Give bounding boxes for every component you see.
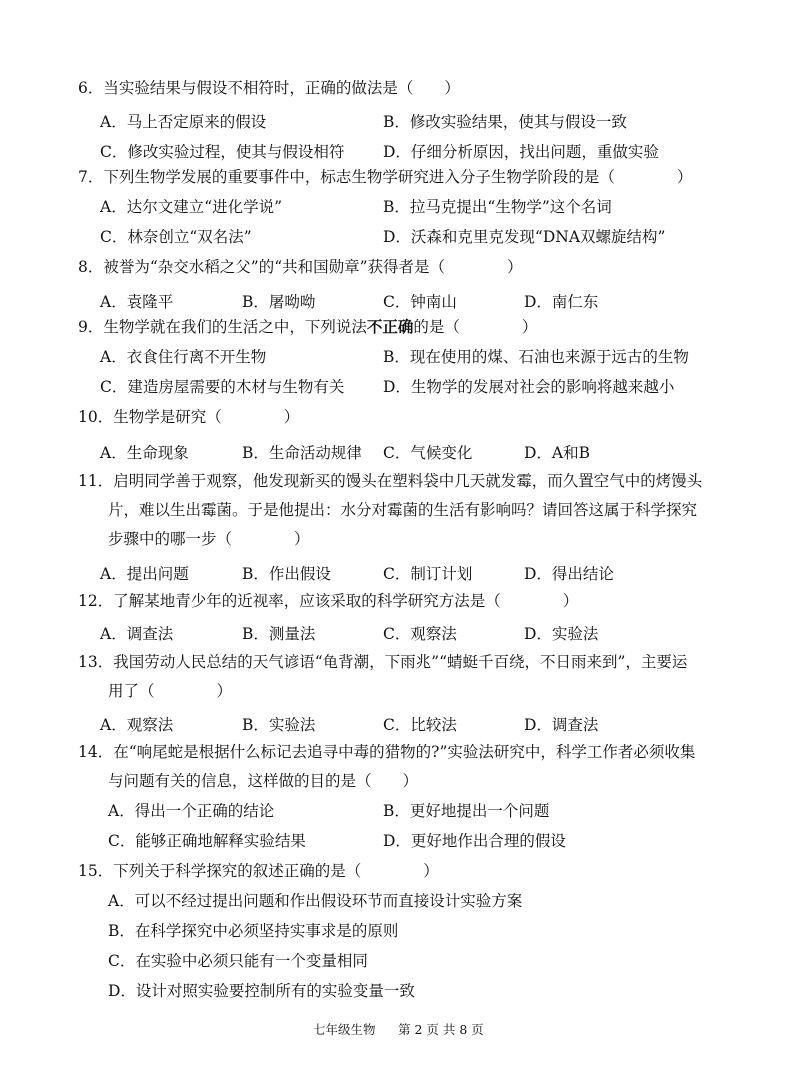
option-d: D．生物学的发展对社会的影响将越来越小 xyxy=(383,378,675,396)
option-c: C．制订计划 xyxy=(383,565,473,583)
footer-subject: 七年级生物 xyxy=(313,1022,376,1037)
option-d: D．调查法 xyxy=(524,716,599,734)
option-d: D．设计对照实验要控制所有的实验变量一致 xyxy=(108,982,415,1000)
option-a: A．调查法 xyxy=(100,625,174,643)
stem-line: 15．下列关于科学探究的叙述正确的是（ ） xyxy=(78,862,439,880)
option-a: A．得出一个正确的结论 xyxy=(108,802,275,820)
option-c: C．观察法 xyxy=(383,625,457,643)
option-b: B．在科学探究中必须坚持实事求是的原则 xyxy=(108,922,399,940)
stem-line: 12．了解某地青少年的近视率，应该采取的科学研究方法是（ ） xyxy=(78,592,579,610)
option-d: D．仔细分析原因，找出问题，重做实验 xyxy=(383,143,659,161)
stem-line: 7．下列生物学发展的重要事件中，标志生物学研究进入分子生物学阶段的是（ ） xyxy=(78,168,693,186)
stem-line: 9．生物学就在我们的生活之中，下列说法不正确的是（ ） xyxy=(78,317,538,336)
option-b: B．拉马克提出“生物学”这个名词 xyxy=(383,198,612,216)
option-c: C．林奈创立“双名法” xyxy=(100,228,252,246)
stem-line: 10．生物学是研究（ ） xyxy=(78,408,300,426)
option-a: A．马上否定原来的假设 xyxy=(100,113,267,131)
stem-line: 11．启明同学善于观察，他发现新买的馒头在塑料袋中几天就发霉，而久置空气中的烤馒头 xyxy=(78,472,703,490)
stem-line: 6．当实验结果与假设不相符时，正确的做法是（ ） xyxy=(78,79,460,97)
stem-line: 8．被誉为“杂交水稻之父”的“共和国勋章”获得者是（ ） xyxy=(78,258,523,276)
option-d: D．沃森和克里克发现“DNA双螺旋结构” xyxy=(383,228,666,246)
option-d: D．得出结论 xyxy=(524,565,614,583)
footer-page-number: 第 2 页 共 8 页 xyxy=(398,1022,484,1037)
emphasis-text: 不正确 xyxy=(366,317,414,336)
option-c: C．气候变化 xyxy=(383,444,473,462)
option-a: A．可以不经过提出问题和作出假设环节而直接设计实验方案 xyxy=(108,892,523,910)
option-a: A．观察法 xyxy=(100,716,174,734)
option-d: D．更好地作出合理的假设 xyxy=(383,832,566,850)
option-b: B．更好地提出一个问题 xyxy=(383,802,550,820)
option-a: A．袁隆平 xyxy=(100,293,174,311)
stem-line: 13．我国劳动人民总结的天气谚语“龟背潮，下雨兆”“蜻蜓千百绕，不日雨来到”，主要运 xyxy=(78,653,688,671)
option-c: C．建造房屋需要的木材与生物有关 xyxy=(100,378,345,396)
option-c: C．在实验中必须只能有一个变量相同 xyxy=(108,952,368,970)
option-b: B．屠呦呦 xyxy=(242,293,316,311)
option-b: B．生命活动规律 xyxy=(242,444,362,462)
option-c: C．修改实验过程，使其与假设相符 xyxy=(100,143,345,161)
option-b: B．现在使用的煤、石油也来源于远古的生物 xyxy=(383,348,689,366)
option-b: B．实验法 xyxy=(242,716,316,734)
stem-line: 步骤中的哪一步（ ） xyxy=(108,530,310,548)
stem-line: 14．在“响尾蛇是根据什么标记去追寻中毒的猎物的?”实验法研究中，科学工作者必须收集 xyxy=(78,743,696,761)
stem-line: 用了（ ） xyxy=(108,682,233,700)
option-d: D．实验法 xyxy=(524,625,599,643)
option-b: B．作出假设 xyxy=(242,565,331,583)
option-b: B．测量法 xyxy=(242,625,316,643)
stem-line: 与问题有关的信息，这样做的目的是（ ） xyxy=(108,772,419,790)
option-d: D．南仁东 xyxy=(524,293,599,311)
option-b: B．修改实验结果，使其与假设一致 xyxy=(383,113,627,131)
stem-line: 片，难以生出霉菌。于是他提出：水分对霉菌的生活有影响吗？请回答这属于科学探究 xyxy=(108,501,698,519)
option-c: C．比较法 xyxy=(383,716,457,734)
option-c: C．钟南山 xyxy=(383,293,457,311)
option-a: A．生命现象 xyxy=(100,444,189,462)
option-d: D．A和B xyxy=(524,444,591,462)
option-a: A．衣食住行离不开生物 xyxy=(100,348,267,366)
option-c: C．能够正确地解释实验结果 xyxy=(108,832,306,850)
option-a: A．提出问题 xyxy=(100,565,189,583)
option-a: A．达尔文建立“进化学说” xyxy=(100,198,283,216)
